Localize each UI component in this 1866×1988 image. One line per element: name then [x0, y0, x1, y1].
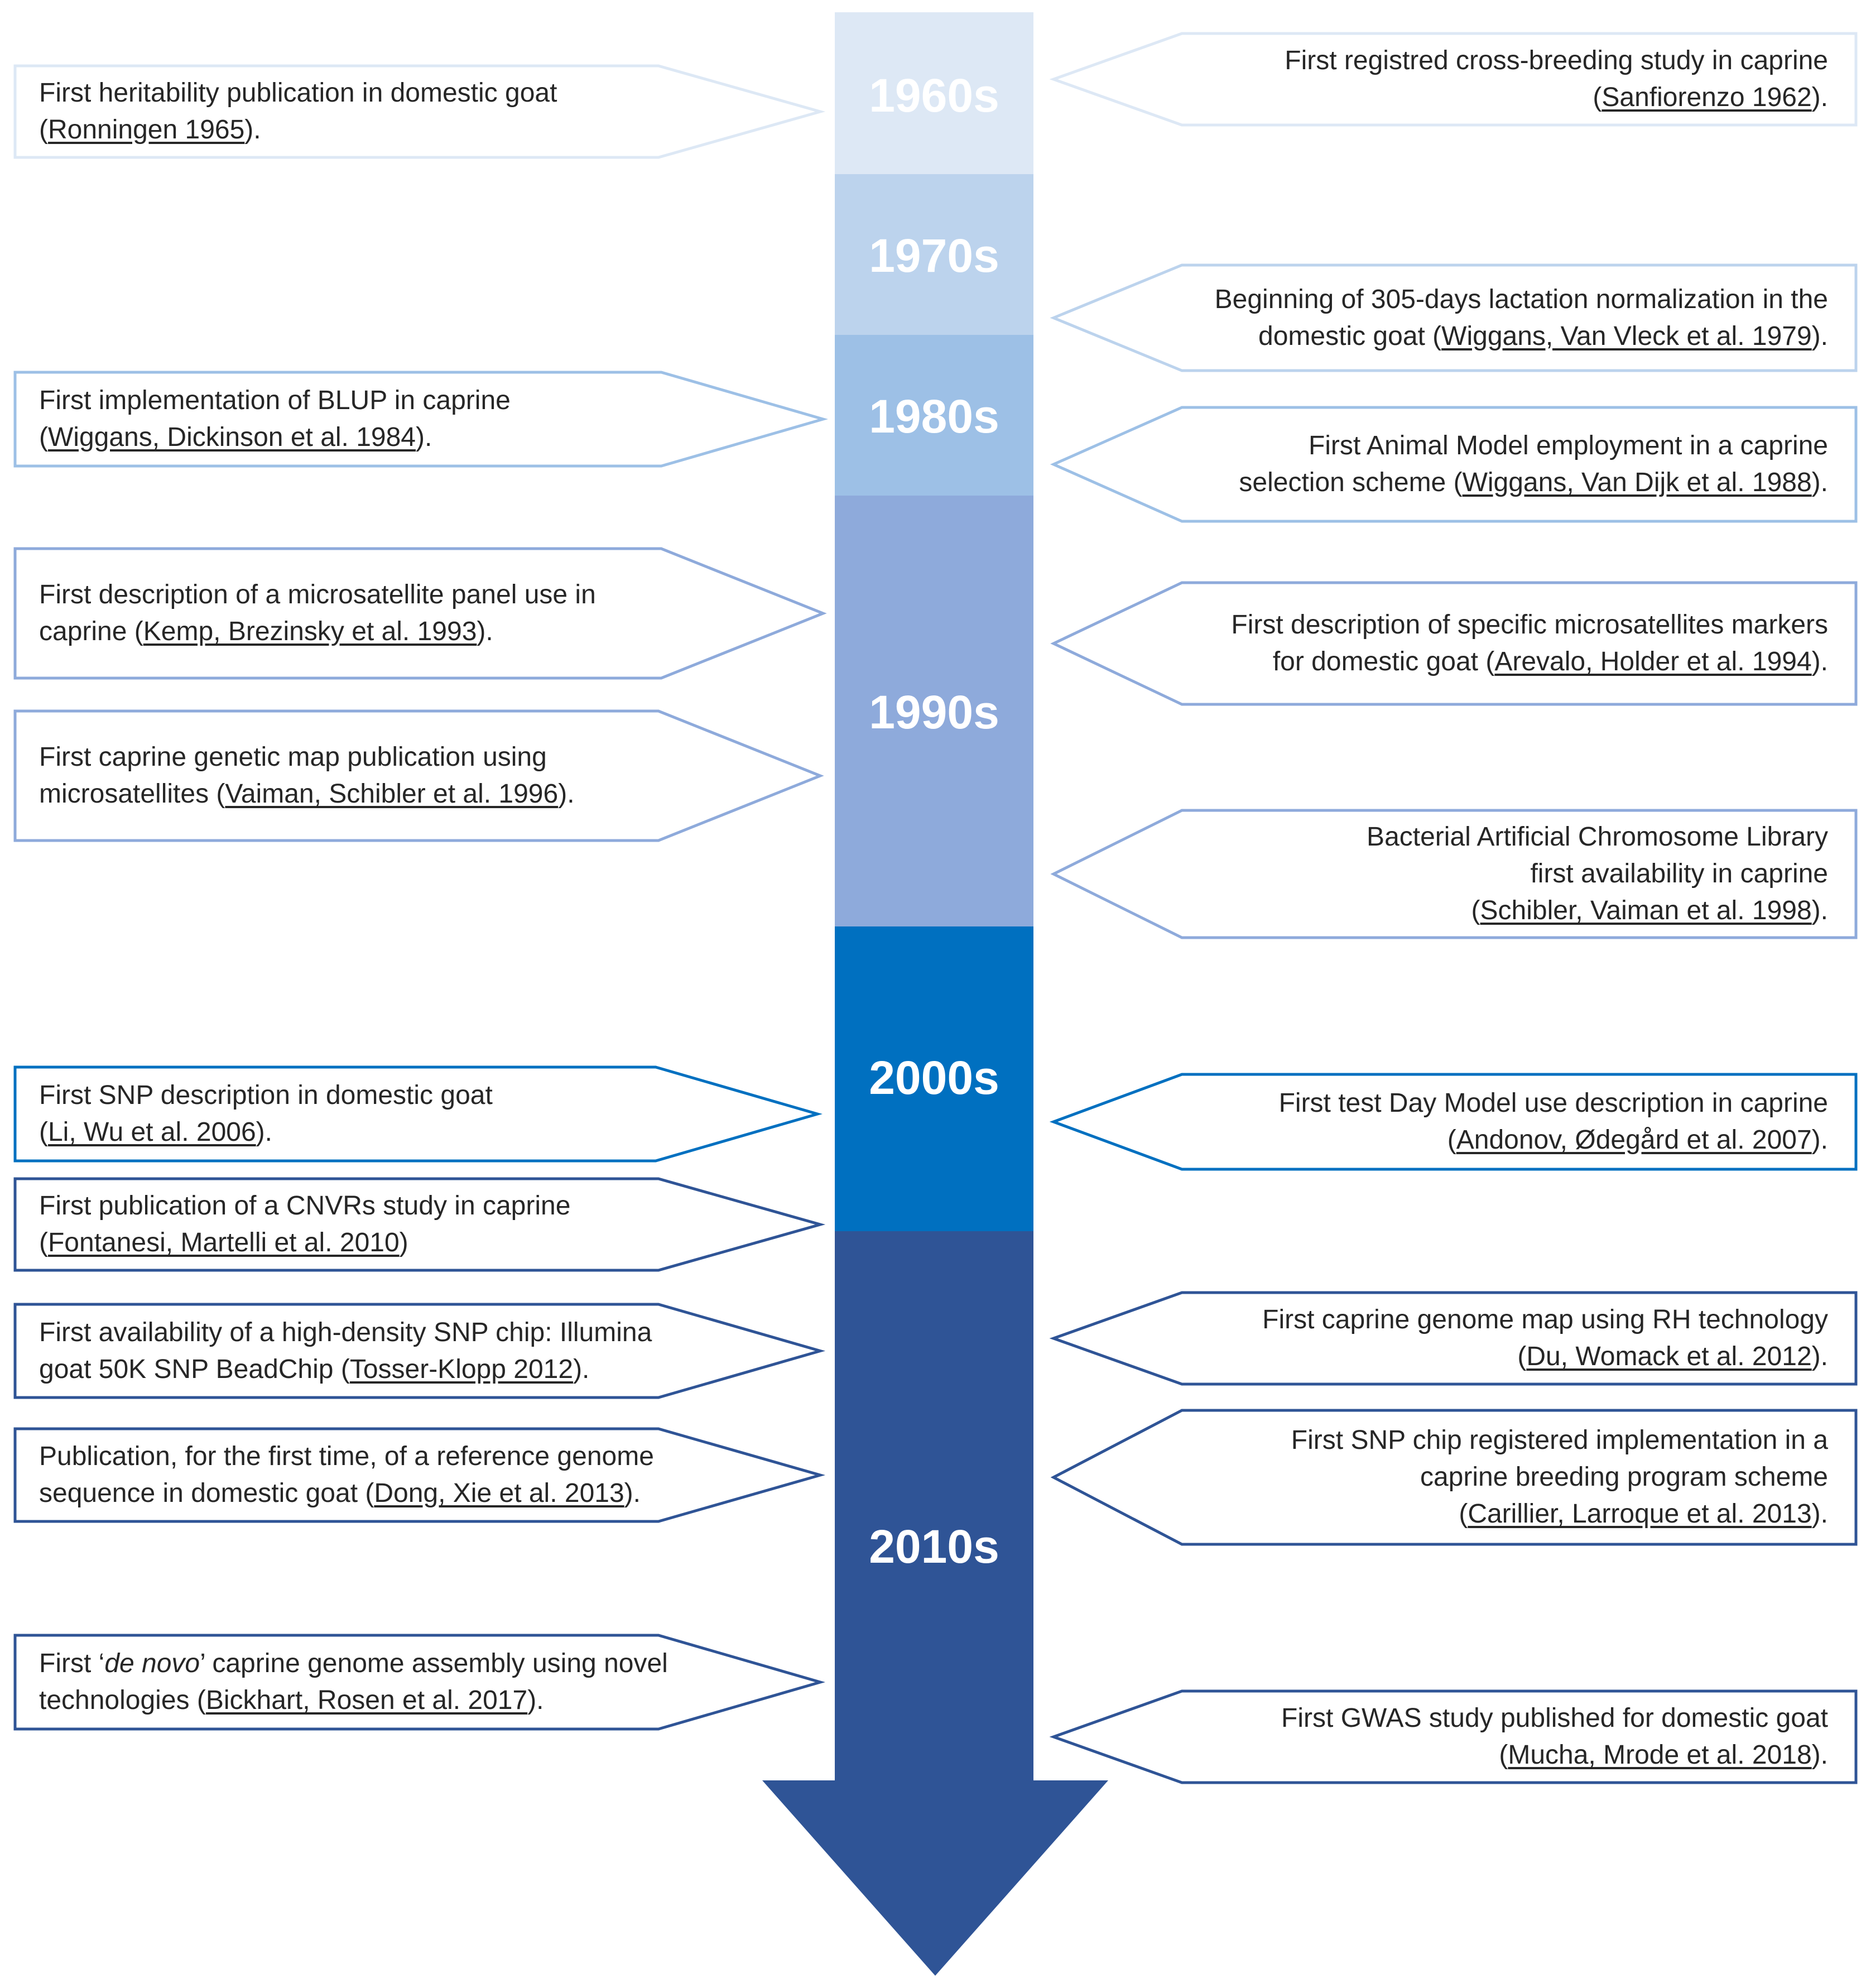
event-line	[1279, 1122, 1828, 1159]
event-right-text	[1367, 819, 1828, 929]
event-text: ’ caprine genome assembly using novel	[200, 1649, 668, 1678]
event-line	[39, 776, 575, 813]
decade-label-2010s: 2010s	[869, 1520, 999, 1573]
event-right-text	[1231, 607, 1828, 680]
event-line	[1291, 1496, 1828, 1533]
citation-link[interactable]: Kemp, Brezinsky et al. 1993	[143, 617, 477, 646]
event-line	[1281, 1700, 1828, 1737]
event-text: Beginning of 305-days lactation normalization in the	[1214, 284, 1828, 314]
event-text: ).	[527, 1686, 544, 1715]
event-line	[39, 1225, 570, 1261]
event-line	[1215, 281, 1828, 318]
citation-link[interactable]: Arevalo, Holder et al. 1994	[1494, 647, 1812, 676]
event-text: First implementation of BLUP in caprine	[39, 386, 511, 415]
event-text: ).	[558, 779, 575, 809]
event-right-text	[1239, 428, 1828, 501]
event-left-text	[39, 1077, 493, 1151]
event-text: technologies (	[39, 1686, 206, 1715]
event-text: First Animal Model employment in a caprine	[1308, 431, 1828, 460]
event-left-text	[39, 75, 557, 148]
decade-label-1970s: 1970s	[869, 229, 999, 282]
event-text: ).	[256, 1117, 272, 1147]
event-right-text	[1285, 42, 1828, 116]
event-text: )	[399, 1228, 408, 1257]
event-line	[1231, 607, 1828, 644]
event-left-text	[39, 1645, 668, 1719]
event-left-text	[39, 382, 511, 456]
event-text: ).	[416, 422, 432, 452]
event-text: (	[1459, 1499, 1468, 1529]
event-text: ).	[1811, 468, 1828, 497]
event-text: domestic goat (	[1258, 321, 1442, 351]
event-text: First ‘	[39, 1649, 105, 1678]
event-text: Publication, for the first time, of a reference genome	[39, 1442, 654, 1471]
event-text: sequence in domestic goat (	[39, 1478, 374, 1508]
event-text: ).	[244, 115, 261, 145]
event-line	[39, 1188, 570, 1225]
event-text: First description of a microsatellite panel use in	[39, 580, 596, 609]
citation-link[interactable]: Mucha, Mrode et al. 2018	[1508, 1740, 1812, 1770]
event-text: ).	[1811, 1125, 1828, 1155]
event-text: caprine breeding program scheme	[1420, 1462, 1828, 1492]
event-line	[1279, 1085, 1828, 1122]
event-line	[39, 1351, 652, 1388]
citation-link[interactable]: Wiggans, Dickinson et al. 1984	[47, 422, 416, 452]
event-text: ).	[1811, 896, 1828, 925]
event-text: ).	[1811, 1342, 1828, 1371]
citation-link[interactable]: Wiggans, Van Dijk et al. 1988	[1462, 468, 1812, 497]
event-text: (	[1471, 896, 1480, 925]
event-text: ).	[1811, 1740, 1828, 1770]
event-line	[39, 1645, 668, 1682]
event-line	[39, 1314, 652, 1351]
event-line	[1285, 42, 1828, 79]
event-text: First heritability publication in domestic goat	[39, 78, 557, 108]
italic-term: de novo	[104, 1649, 200, 1678]
event-text: (	[39, 1117, 48, 1147]
citation-link[interactable]: Tosser-Klopp 2012	[349, 1354, 574, 1384]
event-text: (	[1593, 83, 1602, 112]
event-text: First description of specific microsatellites markers	[1231, 610, 1828, 640]
event-line	[39, 1682, 668, 1719]
event-text: Bacterial Artificial Chromosome Library	[1367, 822, 1828, 852]
event-line	[1291, 1422, 1828, 1459]
event-line	[39, 382, 511, 419]
event-line	[39, 419, 511, 456]
event-left-text	[39, 1188, 570, 1261]
event-line	[39, 1475, 654, 1512]
citation-link[interactable]: Wiggans, Van Vleck et al. 1979	[1441, 321, 1812, 351]
event-text: microsatellites (	[39, 779, 225, 809]
citation-link[interactable]: Ronningen 1965	[47, 115, 245, 145]
event-line	[1281, 1737, 1828, 1774]
event-left-text	[39, 739, 575, 813]
decade-segment-2010s	[835, 1231, 1033, 1786]
event-line	[39, 112, 557, 148]
event-text: caprine (	[39, 617, 143, 646]
event-line	[1239, 464, 1828, 501]
event-line	[1262, 1338, 1828, 1375]
event-line	[1291, 1459, 1828, 1496]
event-text: First publication of a CNVRs study in caprine	[39, 1191, 571, 1221]
timeline-arrow-head	[762, 1780, 1108, 1976]
event-text: goat 50K SNP BeadChip (	[39, 1354, 350, 1384]
event-left-text	[39, 577, 596, 650]
citation-link[interactable]: Carillier, Larroque et al. 2013	[1468, 1499, 1812, 1529]
event-line	[39, 1438, 654, 1475]
decade-label-1960s: 1960s	[869, 69, 999, 122]
event-line	[39, 1114, 493, 1151]
decade-label-2000s: 2000s	[869, 1051, 999, 1104]
event-text: First registred cross-breeding study in caprine	[1285, 46, 1828, 75]
event-line	[1367, 819, 1828, 856]
event-text: (	[39, 115, 48, 145]
event-text: First test Day Model use description in caprine	[1278, 1088, 1828, 1118]
citation-link[interactable]: Vaiman, Schibler et al. 1996	[225, 779, 559, 809]
event-text: ).	[1811, 83, 1828, 112]
event-right-text	[1215, 281, 1828, 355]
event-text: ).	[624, 1478, 641, 1508]
event-text: First caprine genome map using RH technology	[1262, 1305, 1828, 1334]
event-text: First caprine genetic map publication using	[39, 742, 547, 772]
event-line	[39, 1077, 493, 1114]
citation-link[interactable]: Sanfiorenzo 1962	[1602, 83, 1812, 112]
event-right-text	[1262, 1302, 1828, 1375]
citation-link[interactable]: Schibler, Vaiman et al. 1998	[1480, 896, 1812, 925]
decade-label-1990s: 1990s	[869, 686, 999, 738]
event-text: (	[39, 1228, 48, 1257]
event-text: for domestic goat (	[1272, 647, 1495, 676]
citation-link[interactable]: Fontanesi, Martelli et al. 2010	[47, 1228, 400, 1257]
event-left-text	[39, 1438, 654, 1512]
event-text: ).	[573, 1354, 590, 1384]
event-left-text	[39, 1314, 652, 1388]
event-line	[1239, 428, 1828, 464]
event-right-text	[1279, 1085, 1828, 1159]
event-line	[1262, 1302, 1828, 1338]
citation-link[interactable]: Li, Wu et al. 2006	[47, 1117, 256, 1147]
event-line	[39, 75, 557, 112]
event-line	[39, 739, 575, 776]
event-text: (	[1447, 1125, 1456, 1155]
event-text: (	[39, 422, 48, 452]
event-line	[1367, 892, 1828, 929]
event-right-text	[1291, 1422, 1828, 1533]
event-text: first availability in caprine	[1530, 859, 1828, 889]
event-text: (	[1499, 1740, 1508, 1770]
event-line	[1215, 318, 1828, 355]
event-text: ).	[1811, 647, 1828, 676]
decade-label-1980s: 1980s	[869, 390, 999, 443]
citation-link[interactable]: Bickhart, Rosen et al. 2017	[205, 1686, 528, 1715]
event-text: selection scheme (	[1239, 468, 1463, 497]
event-text: ).	[477, 617, 493, 646]
event-text: First SNP description in domestic goat	[39, 1081, 493, 1110]
event-line	[1367, 856, 1828, 892]
event-line	[1285, 79, 1828, 116]
event-right-text	[1281, 1700, 1828, 1774]
event-text: ).	[1811, 1499, 1828, 1529]
event-line	[1231, 644, 1828, 680]
event-text: First availability of a high-density SNP chip: Illumina	[39, 1317, 652, 1347]
citation-link[interactable]: Dong, Xie et al. 2013	[374, 1478, 624, 1508]
event-line	[39, 577, 596, 613]
citation-link[interactable]: Du, Womack et al. 2012	[1526, 1342, 1812, 1371]
event-text: First GWAS study published for domestic goat	[1281, 1703, 1828, 1733]
event-text: ).	[1811, 321, 1828, 351]
event-text: First SNP chip registered implementation in a	[1291, 1425, 1828, 1455]
event-line	[39, 613, 596, 650]
event-text: (	[1517, 1342, 1527, 1371]
citation-link[interactable]: Andonov, Ødegård et al. 2007	[1456, 1125, 1812, 1155]
